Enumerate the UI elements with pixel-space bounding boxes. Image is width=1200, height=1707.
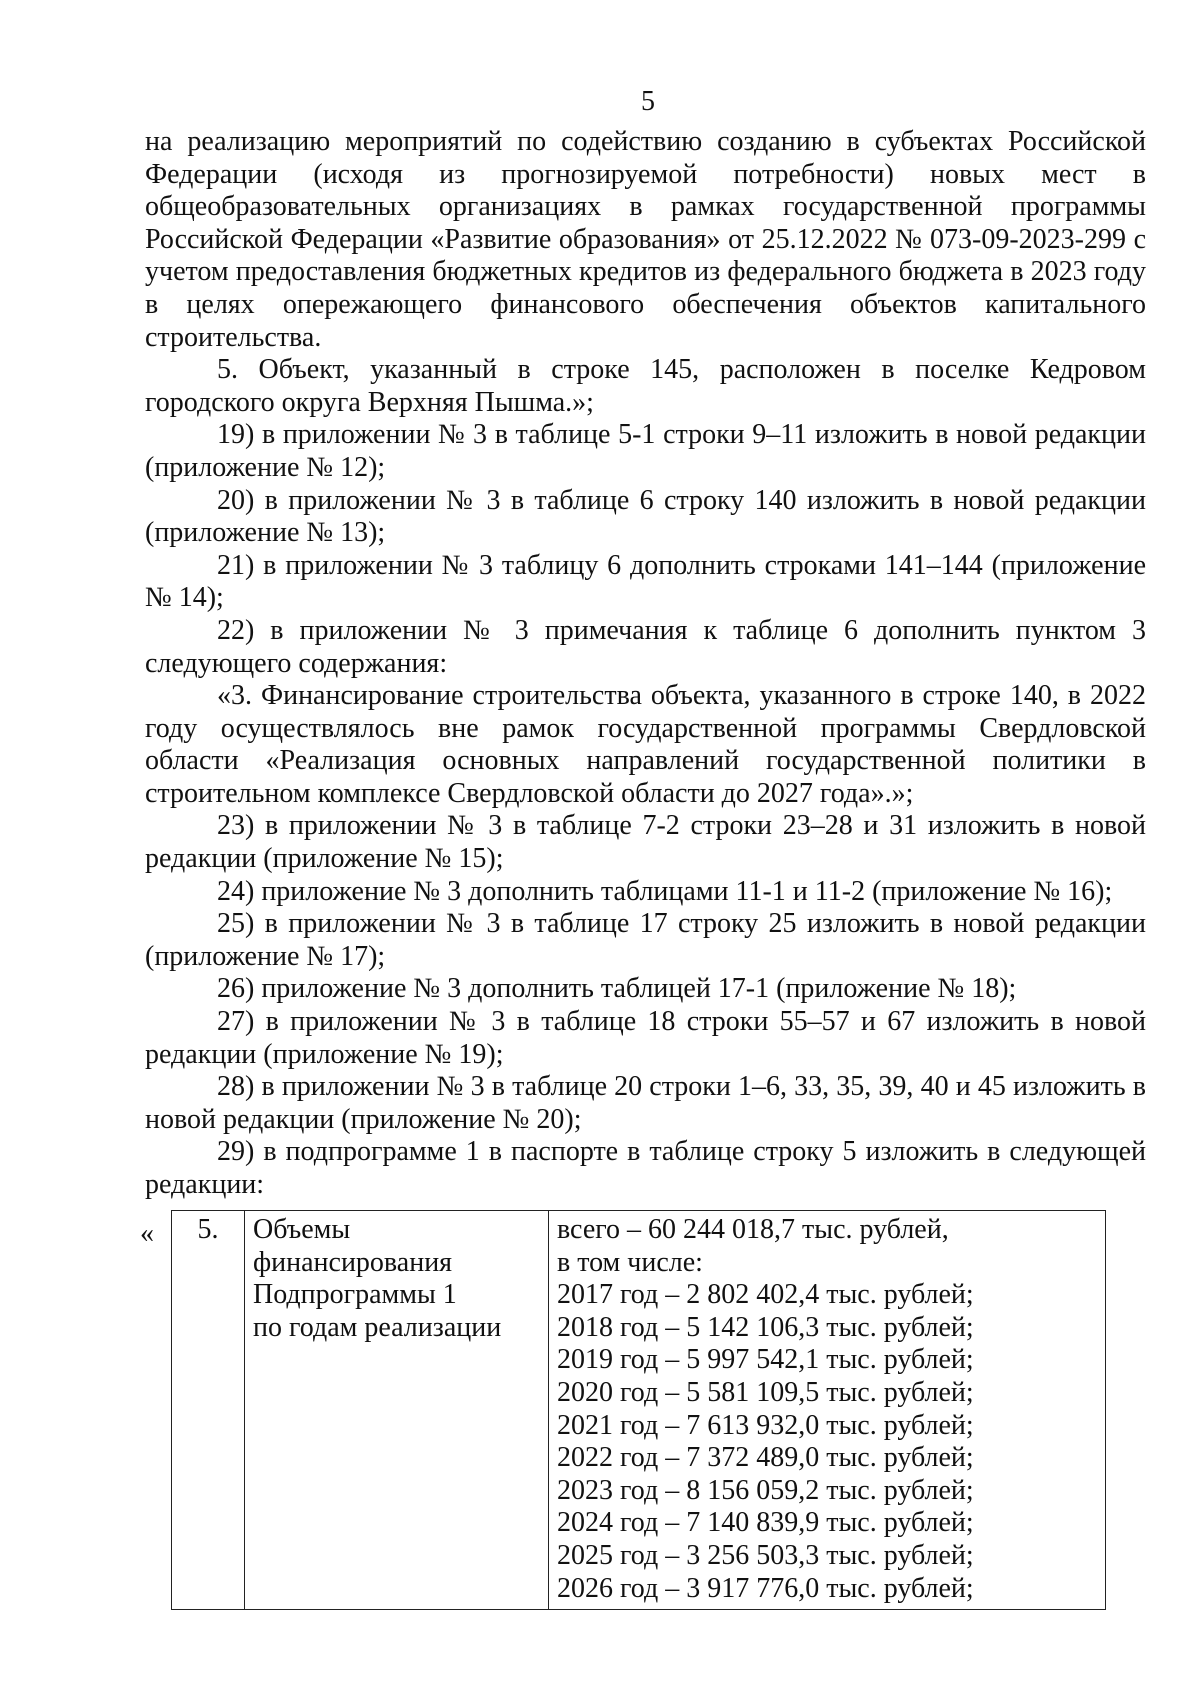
value-line: 2022 год – 7 372 489,0 тыс. рублей; xyxy=(557,1442,974,1474)
paragraph: 29) в подпрограмме 1 в паспорте в таблице строку 5 изложить в следующей редакции: xyxy=(145,1136,1146,1200)
paragraph: «3. Финансирование строительства объекта, указанного в строке 140, в 2022 году осуществлялось вне рамок государственной программы Свердловской области «Реализация основных направлений государственной политики в строительном комплексе Свердловской области до 2027 года».»; xyxy=(145,680,1146,809)
paragraph: 25) в приложении № 3 в таблице 17 строку 25 изложить в новой редакции (приложение № 17); xyxy=(145,908,1146,972)
paragraph: 26) приложение № 3 дополнить таблицей 17-1 (приложение № 18); xyxy=(217,973,1017,1005)
paragraph: 5. Объект, указанный в строке 145, расположен в поселке Кедровом городского округа Верхняя Пышма.»; xyxy=(145,354,1146,418)
value-line: 2017 год – 2 802 402,4 тыс. рублей; xyxy=(557,1279,974,1311)
value-line: 2024 год – 7 140 839,9 тыс. рублей; xyxy=(557,1507,974,1539)
table-row xyxy=(172,1211,1106,1610)
paragraph: 27) в приложении № 3 в таблице 18 строки 55–57 и 67 изложить в новой редакции (приложение № 19); xyxy=(145,1006,1146,1070)
value-line: 2019 год – 5 997 542,1 тыс. рублей; xyxy=(557,1344,974,1376)
name-line: Объемы xyxy=(253,1214,351,1245)
value-line: 2025 год – 3 256 503,3 тыс. рублей; xyxy=(557,1539,974,1571)
paragraph: 28) в приложении № 3 в таблице 20 строки 1–6, 33, 35, 39, 40 и 45 изложить в новой редакции (приложение № 20); xyxy=(145,1071,1146,1135)
value-line: в том числе: xyxy=(557,1246,703,1278)
value-line: 2020 год – 5 581 109,5 тыс. рублей; xyxy=(557,1376,974,1408)
name-line: финансирования xyxy=(253,1246,453,1278)
value-line: 2023 год – 8 156 059,2 тыс. рублей; xyxy=(557,1474,974,1506)
opening-quote: « xyxy=(140,1218,154,1249)
paragraph: 22) в приложении № 3 примечания к таблице 6 дополнить пунктом 3 следующего содержания: xyxy=(145,614,1146,679)
row-value-cell xyxy=(549,1211,1106,1610)
row-number-cell: 5. xyxy=(172,1211,245,1610)
value-line: всего – 60 244 018,7 тыс. рублей, xyxy=(557,1214,949,1245)
value-line: 2021 год – 7 613 932,0 тыс. рублей; xyxy=(557,1409,974,1441)
document-body xyxy=(145,126,1146,1202)
paragraph: 23) в приложении № 3 в таблице 7-2 строки 23–28 и 31 изложить в новой редакции (приложение № 15); xyxy=(145,810,1146,875)
paragraph: 20) в приложении № 3 в таблице 6 строку 140 изложить в новой редакции (приложение № 13); xyxy=(145,484,1146,549)
passport-table xyxy=(171,1210,1106,1610)
value-line: 2018 год – 5 142 106,3 тыс. рублей; xyxy=(557,1311,974,1343)
paragraph: 19) в приложении № 3 в таблице 5-1 строки 9–11 изложить в новой редакции (приложение № 12); xyxy=(145,419,1146,483)
page-number: 5 xyxy=(641,86,655,117)
name-line: по годам реализации xyxy=(253,1311,502,1343)
paragraph: 21) в приложении № 3 таблицу 6 дополнить строками 141–144 (приложение № 14); xyxy=(145,549,1146,614)
name-line: Подпрограммы 1 xyxy=(253,1279,457,1311)
value-line: 2026 год – 3 917 776,0 тыс. рублей; xyxy=(557,1572,974,1604)
paragraph: 24) приложение № 3 дополнить таблицами 11-1 и 11-2 (приложение № 16); xyxy=(217,875,1113,907)
paragraph: на реализацию мероприятий по содействию созданию в субъектах Российской Федерации (исходя из прогнозируемой потребности) новых мест в общеобразовательных организациях в рамках государственной программы Российской Федерации «Развитие образования» от 25.12.2022 № 073-09-2023-299 с учетом предоставления бюджетных кредитов из федерального бюджета в 2023 году в целях опережающего финансового обеспечения объектов капитального строительства. xyxy=(145,126,1146,353)
row-name-cell xyxy=(245,1211,549,1610)
